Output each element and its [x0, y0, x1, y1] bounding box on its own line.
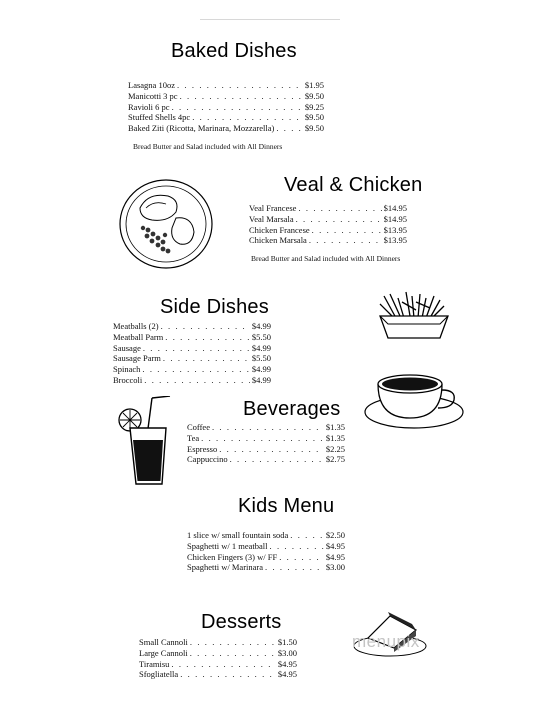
menu-item [113, 332, 271, 343]
menu-item [113, 364, 271, 375]
dot-leader [171, 659, 275, 670]
veal-chicken-list [249, 203, 407, 246]
menu-item-price: $2.50 [325, 530, 345, 540]
menu-item [139, 659, 297, 670]
menu-item-price: $9.25 [304, 101, 324, 112]
menu-item-price: $4.95 [325, 551, 345, 562]
menu-item [187, 562, 345, 573]
menu-item [187, 541, 345, 552]
menu-item-price: $4.95 [277, 669, 297, 680]
dot-leader [230, 454, 324, 465]
menu-item-name: Ravioli 6 pc [128, 101, 170, 112]
menu-item-name: Sausage Parm [113, 353, 161, 364]
dot-leader [143, 343, 250, 354]
top-rule [200, 19, 340, 20]
juice-glass-icon [112, 396, 184, 488]
dot-leader [161, 321, 250, 332]
dot-leader [312, 225, 382, 236]
menu-item-name: Chicken Marsala [249, 235, 307, 246]
menupix-watermark: menupix [352, 632, 420, 651]
menu-item [113, 375, 271, 386]
menu-item-name: Spaghetti w/ 1 meatball [187, 540, 268, 551]
menu-item-name: Sausage [113, 342, 141, 353]
menu-item-price: $1.95 [304, 80, 324, 90]
menu-item-price: $4.99 [251, 374, 271, 385]
side-dishes-heading: Side Dishes [160, 296, 269, 318]
menu-item [139, 648, 297, 659]
menu-item-price: $4.95 [325, 540, 345, 551]
menu-item-name: Large Cannoli [139, 647, 188, 658]
beverages-heading: Beverages [243, 398, 341, 420]
baked-dishes-heading: Baked Dishes [171, 40, 297, 62]
menu-item-price: $13.95 [383, 235, 407, 246]
dot-leader [192, 112, 303, 123]
menu-item-name: Tiramisu [139, 658, 170, 669]
menu-item-price: $1.35 [325, 422, 345, 432]
menu-item-name: Veal Marsala [249, 213, 294, 224]
menu-item [128, 91, 324, 102]
menu-item [128, 80, 324, 91]
dot-leader [163, 353, 250, 364]
menu-item [249, 225, 407, 236]
menu-item-name: Meatballs (2) [113, 321, 159, 331]
menu-item-price: $3.00 [325, 562, 345, 573]
coffee-cup-icon [364, 368, 468, 430]
plate-food-icon [118, 178, 214, 270]
menu-item-price: $14.95 [383, 213, 407, 224]
fries-basket-icon [376, 290, 452, 342]
menu-item [187, 422, 345, 433]
menu-item-price: $1.35 [325, 432, 345, 443]
menu-item-price: $1.50 [277, 637, 297, 647]
kids-menu-list [187, 530, 345, 573]
menu-item [187, 444, 345, 455]
menu-item-name: Broccoli [113, 374, 143, 385]
side-dishes-list [113, 321, 271, 386]
beverages-list [187, 422, 345, 465]
menu-item-name: Cappuccino [187, 454, 228, 465]
menu-item-name: 1 slice w/ small fountain soda [187, 530, 289, 540]
dot-leader [219, 444, 324, 455]
desserts-list [139, 637, 297, 680]
menu-item [187, 454, 345, 465]
dot-leader [177, 80, 303, 91]
baked-dishes-note: Bread Butter and Salad included with All Dinners [133, 142, 283, 151]
menu-item-name: Veal Francese [249, 203, 297, 213]
menu-item-name: Tea [187, 432, 200, 443]
dot-leader [180, 669, 276, 680]
menu-item-name: Chicken Fingers (3) w/ FF [187, 551, 278, 562]
menu-item-price: $5.50 [251, 353, 271, 364]
menu-item-name: Coffee [187, 422, 210, 432]
menu-item [128, 123, 324, 134]
dot-leader [180, 91, 303, 102]
veal-chicken-note: Bread Butter and Salad included with All Dinners [251, 254, 401, 263]
baked-dishes-list [128, 80, 324, 134]
dot-leader [172, 102, 303, 113]
dot-leader [142, 364, 249, 375]
veal-chicken-heading-wrap [284, 174, 422, 197]
menu-item-price: $2.25 [325, 443, 345, 454]
desserts-heading: Desserts [201, 611, 282, 633]
menu-item-price: $3.00 [277, 647, 297, 658]
menu-item-price: $9.50 [304, 112, 324, 123]
veal-chicken-heading: Veal & Chicken [284, 174, 423, 196]
menu-item [128, 102, 324, 113]
kids-menu-heading-wrap [238, 495, 334, 518]
menu-item-name: Meatball Parm [113, 331, 164, 342]
menu-item-name: Small Cannoli [139, 637, 188, 647]
baked-dishes-heading-wrap [171, 40, 297, 63]
menu-item-name: Chicken Francese [249, 224, 310, 235]
dot-leader [279, 552, 324, 563]
menu-item [139, 669, 297, 680]
menu-item-name: Spinach [113, 364, 141, 375]
dot-leader [265, 562, 324, 573]
menu-item [249, 235, 407, 246]
dot-leader [276, 123, 303, 134]
side-dishes-heading-wrap [160, 296, 269, 319]
menu-item-name: Spaghetti w/ Marinara [187, 562, 264, 573]
menu-item [187, 552, 345, 563]
menu-item-price: $14.95 [383, 203, 407, 213]
menu-item-name: Manicotti 3 pc [128, 90, 178, 101]
desserts-heading-wrap [201, 611, 282, 634]
dot-leader [190, 648, 276, 659]
dot-leader [165, 332, 250, 343]
dot-leader [309, 235, 382, 246]
menu-item-price: $4.99 [251, 364, 271, 375]
menu-item [187, 530, 345, 541]
kids-menu-heading: Kids Menu [238, 495, 335, 517]
dot-leader [144, 375, 250, 386]
dot-leader [290, 530, 324, 541]
dot-leader [298, 203, 381, 214]
menu-item [249, 203, 407, 214]
menu-item-price: $13.95 [383, 224, 407, 235]
dot-leader [270, 541, 324, 552]
menu-item-price: $9.50 [304, 90, 324, 101]
menu-item [249, 214, 407, 225]
menu-item-price: $9.50 [304, 123, 324, 134]
menu-item [113, 353, 271, 364]
menu-item-price: $4.99 [251, 321, 271, 331]
menu-item-name: Baked Ziti (Ricotta, Marinara, Mozzarella) [128, 123, 275, 134]
menu-item [187, 433, 345, 444]
menu-item-name: Espresso [187, 443, 218, 454]
menu-item-price: $5.50 [251, 331, 271, 342]
menu-item [128, 112, 324, 123]
dot-leader [201, 433, 324, 444]
menu-item [113, 343, 271, 354]
menu-item-price: $4.95 [277, 658, 297, 669]
beverages-heading-wrap [243, 398, 340, 421]
menu-item [139, 637, 297, 648]
menu-item-price: $4.99 [251, 342, 271, 353]
menu-item-price: $2.75 [325, 454, 345, 465]
menu-item-name: Lasagna 10oz [128, 80, 175, 90]
menu-item-name: Sfogliatella [139, 669, 179, 680]
menu-item [113, 321, 271, 332]
menu-item-name: Stuffed Shells 4pc [128, 112, 191, 123]
dot-leader [212, 422, 324, 433]
dot-leader [296, 214, 382, 225]
dot-leader [190, 637, 276, 648]
